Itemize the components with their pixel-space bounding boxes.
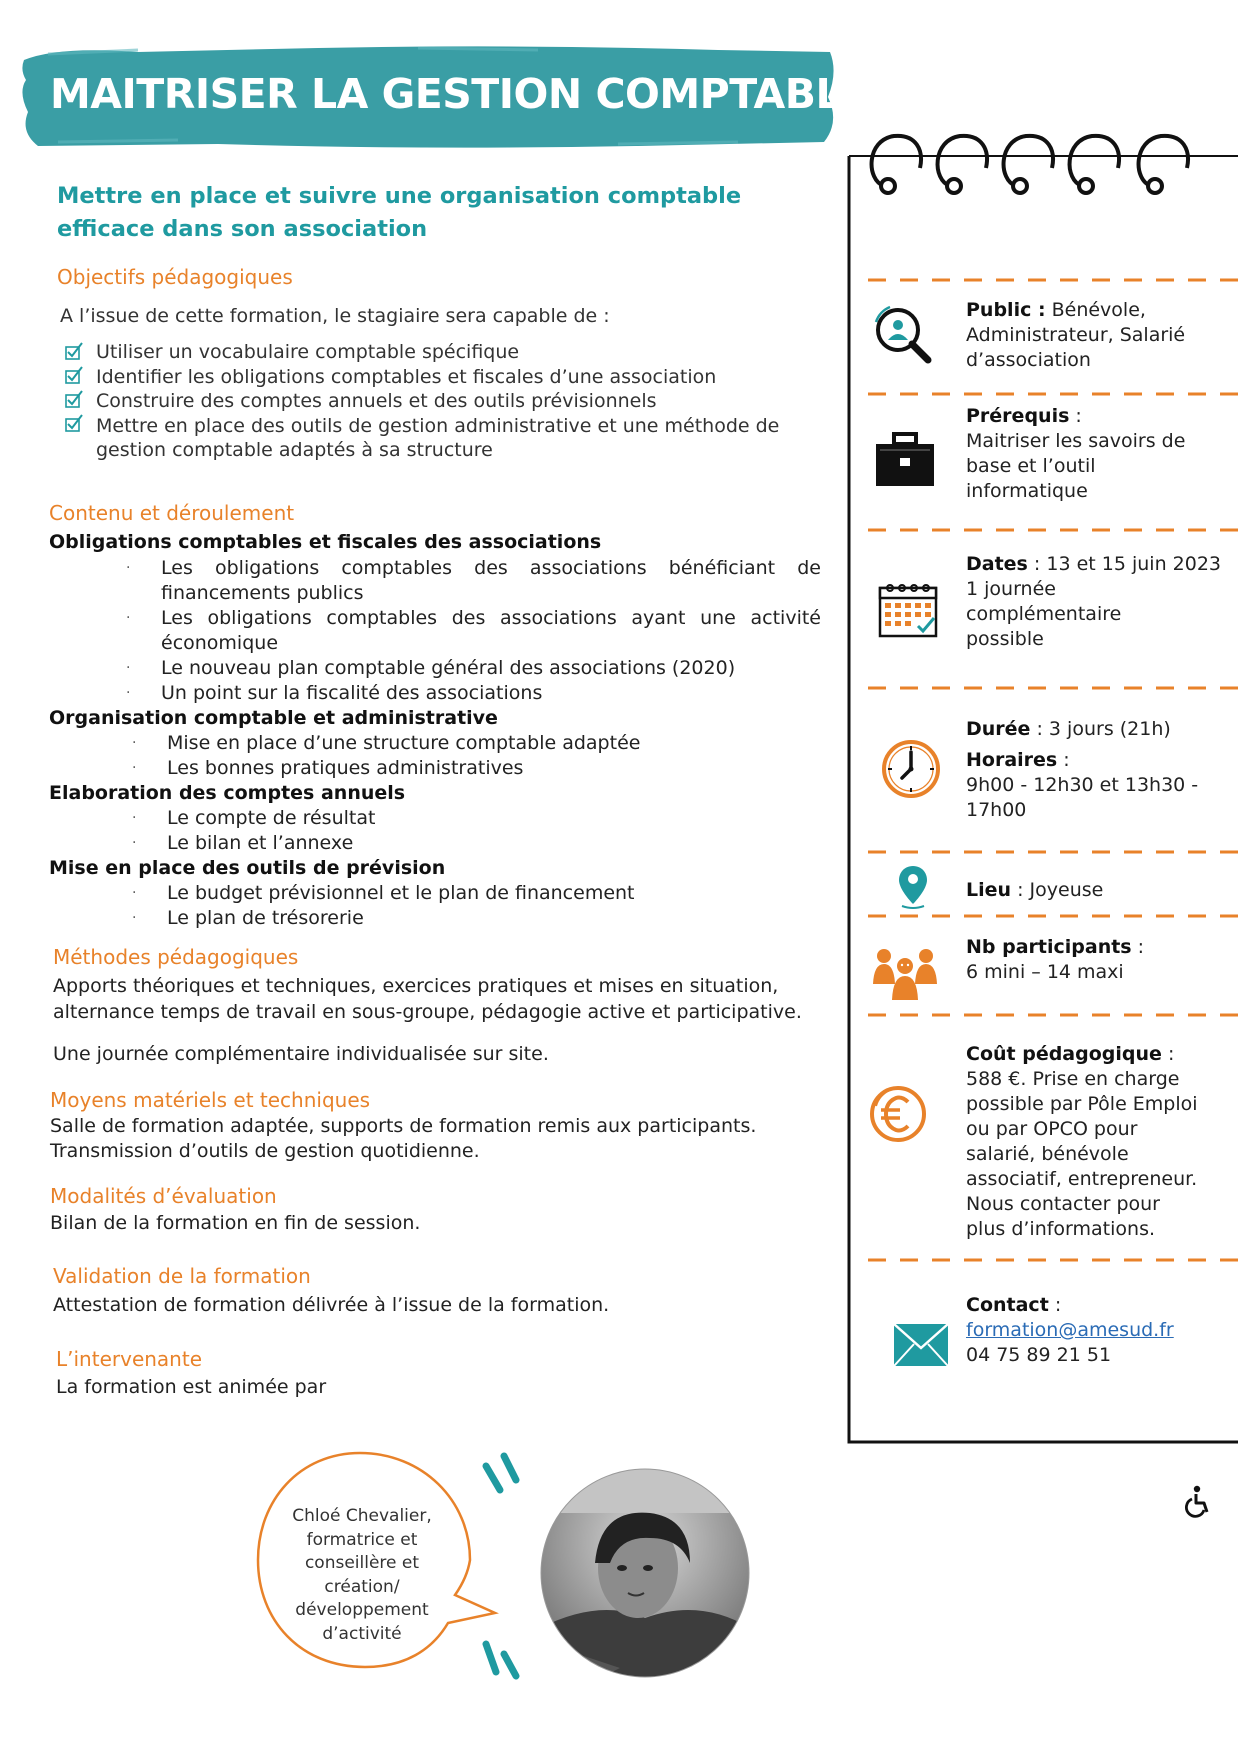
contenu-group-title: Obligations comptables et fiscales des associations (49, 531, 602, 553)
methodes-heading: Méthodes pédagogiques (53, 945, 299, 969)
bullet: · (132, 735, 137, 751)
euro-coin-icon (868, 1084, 928, 1144)
wheelchair-accessibility-icon (1180, 1484, 1214, 1518)
contenu-item: · Le bilan et l’annexe (132, 832, 354, 854)
duree-block: Durée : 3 jours (21h) Horaires : 9h00 - 12h30 et 13h30 - 17h00 (966, 718, 1199, 821)
cout-label: Coût pédagogique (966, 1043, 1162, 1065)
subtitle-line: efficace dans son association (57, 216, 428, 242)
contenu-item: · Mise en place d’une structure comptable adaptée (132, 732, 641, 754)
contenu-item: · Les bonnes pratiques administratives (132, 757, 524, 779)
contenu-heading: Contenu et déroulement (49, 501, 295, 525)
bullet: · (132, 810, 137, 826)
contact-block: Contact : formation@amesud.fr 04 75 89 21 51 (966, 1293, 1236, 1368)
calendar-icon (876, 580, 940, 640)
location-pin-icon (896, 864, 930, 910)
public-label: Public : (966, 299, 1046, 321)
objectifs-list (64, 340, 824, 470)
contenu-item: · Un point sur la fiscalité des associations (126, 682, 543, 704)
validation-heading: Validation de la formation (53, 1264, 311, 1288)
methodes-extra: Une journée complémentaire individualisée sur site. (53, 1043, 549, 1065)
contact-email-link[interactable]: formation@amesud.fr (966, 1319, 1174, 1341)
objectif-item: Utiliser un vocabulaire comptable spécifique (96, 341, 520, 363)
bullet: · (126, 610, 131, 626)
objectifs-heading: Objectifs pédagogiques (57, 265, 293, 289)
intervenante-text: La formation est animée par (56, 1376, 327, 1398)
page-title: MAITRISER LA GESTION COMPTABLE (50, 70, 869, 118)
portrait-photo (540, 1468, 750, 1678)
moyens-text: Salle de formation adaptée, supports de formation remis aux participants. Transmission d’outils de gestion quotidienne. (50, 1115, 757, 1162)
contenu-item: · Le plan de trésorerie (132, 907, 364, 929)
objectifs-intro: A l’issue de cette formation, le stagiaire sera capable de : (60, 305, 610, 327)
contact-phone: 04 75 89 21 51 (966, 1344, 1112, 1366)
contenu-item: · Le budget prévisionnel et le plan de financement (132, 882, 635, 904)
subtitle-line: Mettre en place et suivre une organisation comptable (57, 183, 742, 209)
bullet: · (132, 910, 137, 926)
speech-bubble-text: Chloé Chevalier, formatrice et conseillère et création/ développement d’activité (292, 1506, 432, 1644)
briefcase-icon (872, 430, 938, 492)
checkbox-checked-icon (64, 389, 84, 409)
subtitle (57, 180, 817, 246)
objectif-item: Mettre en place des outils de gestion administrative et une méthode de (96, 414, 780, 437)
contact-label: Contact (966, 1294, 1049, 1316)
prerequis-label: Prérequis (966, 405, 1070, 427)
objectif-item: Identifier les obligations comptables et fiscales d’une association (96, 365, 717, 388)
evaluation-heading: Modalités d’évaluation (50, 1184, 277, 1208)
bullet: · (132, 885, 137, 901)
methodes-text: Apports théoriques et techniques, exercices pratiques et mises en situation, alternance temps de travail en sous-groupe, pédagogie active et participative. (53, 975, 802, 1023)
contenu-group-title: Mise en place des outils de prévision (49, 857, 446, 879)
search-person-icon (870, 302, 936, 368)
accent-marks-icon (478, 1450, 526, 1496)
public-block: Public : Bénévole, Administrateur, Salarié d’association (966, 299, 1186, 371)
duree-label: Durée (966, 718, 1031, 740)
bullet: · (126, 660, 131, 676)
contenu-group-title: Elaboration des comptes annuels (49, 782, 406, 804)
evaluation-text: Bilan de la formation en fin de session. (50, 1212, 421, 1234)
intervenante-heading: L’intervenante (56, 1347, 202, 1371)
lieu-label: Lieu (966, 879, 1012, 901)
envelope-icon (892, 1322, 950, 1368)
dates-block: Dates : 13 et 15 juin 2023 1 journée complémentaire possible (966, 553, 1222, 650)
objectif-item-cont: gestion comptable adaptés à sa structure (96, 439, 493, 461)
bullet: · (126, 685, 131, 701)
contenu-item: · Les obligations comptables des associations ayant une activité économique (126, 607, 821, 654)
participants-group-icon (870, 944, 940, 1004)
bullet: · (126, 560, 131, 576)
participants-block: Nb participants : 6 mini – 14 maxi (966, 936, 1145, 983)
checkbox-checked-icon (64, 365, 84, 385)
contenu-item: · Le compte de résultat (132, 807, 376, 829)
clock-icon (880, 738, 942, 800)
checkbox-checked-icon (64, 341, 84, 361)
contenu-item: · Le nouveau plan comptable général des associations (2020) (126, 657, 736, 679)
participants-label: Nb participants (966, 936, 1132, 958)
dates-label: Dates (966, 553, 1028, 575)
moyens-heading: Moyens matériels et techniques (50, 1088, 371, 1112)
bullet: · (132, 760, 137, 776)
prerequis-block: Prérequis : Maitriser les savoirs de base et l’outil informatique (966, 405, 1186, 502)
checkbox-checked-icon (64, 413, 84, 433)
horaires-label: Horaires (966, 749, 1058, 771)
objectif-item: Construire des comptes annuels et des outils prévisionnels (96, 390, 657, 412)
lieu-block: Lieu : Joyeuse (966, 879, 1104, 901)
contenu-group-title: Organisation comptable et administrative (49, 707, 498, 729)
validation-text: Attestation de formation délivrée à l’issue de la formation. (53, 1294, 610, 1316)
title-banner (18, 42, 869, 152)
contenu-item: · Les obligations comptables des associations bénéficiant de financements publics (126, 557, 821, 604)
accent-marks-icon (478, 1636, 526, 1684)
bullet: · (132, 835, 137, 851)
cout-block: Coût pédagogique : 588 €. Prise en charge possible par Pôle Emploi ou par OPCO pour salarié, bénévole associatif, entrepreneur. Nous contacter pour plus d’informations. (966, 1043, 1198, 1240)
